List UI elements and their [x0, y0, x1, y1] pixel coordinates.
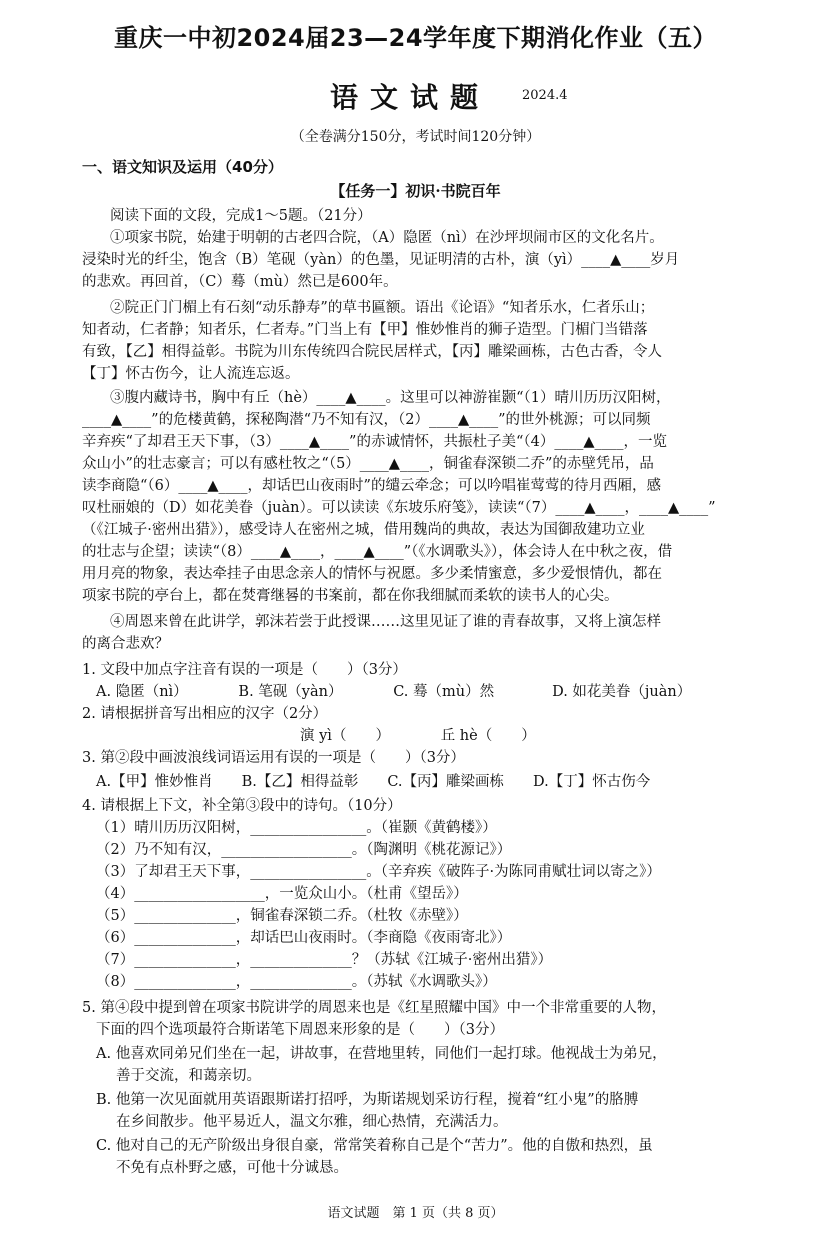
exam-subject: 语文试题 — [330, 81, 491, 114]
passage-line: 众山小”的壮志豪言；可以有感杜牧之“（5）____▲____，铜雀春深锁二乔”的赤壁凭吊，品 — [82, 456, 654, 472]
passage-line: ③腹内藏诗书，胸中有丘（hè）____▲____。这里可以神游崔颢“（1）晴川历历汉阳树， — [110, 390, 671, 406]
section-heading: 一、语文知识及运用（40分） — [82, 158, 283, 176]
question-2: 2. 请根据拼音写出相应的汉字（2分） — [82, 706, 328, 722]
question-4-item: （8）______________，______________。（苏轼《水调歌头》） — [96, 974, 497, 990]
instruction: 阅读下面的文段，完成1～5题。（21分） — [110, 208, 372, 224]
passage-line: 项家书院的亭台上，都在焚膏继晷的书案前，都在你我细腻而柔软的读书人的心尖。 — [82, 588, 619, 604]
question-4-item: （2）乃不知有汉，__________________。（陶渊明《桃花源记》） — [96, 842, 512, 858]
passage-line: 【丁】怀古伤今，让人流连忘返。 — [82, 366, 300, 382]
passage-line: 的悲欢。再回首，（C）蓦（mù）然已是600年。 — [82, 274, 398, 290]
question-3: 3. 第②段中画波浪线词语运用有误的一项是（ ）（3分） — [82, 750, 465, 766]
passage-line: 用月亮的物象，表达牵挂子由思念亲人的情怀与祝愿。多少柔情蜜意，多少爱恨情仇，都在 — [82, 566, 662, 582]
question-4-item: （4）__________________，一览众山小。（杜甫《望岳》） — [96, 886, 468, 902]
question-5-option: A. 他喜欢同弟兄们坐在一起，讲故事，在营地里转，同他们一起打球。他视战士为弟兄， — [96, 1046, 667, 1062]
exam-title: 重庆一中初2024届23—24学年度下期消化作业（五） — [113, 24, 718, 52]
passage-line: 的离合悲欢？ — [82, 636, 169, 652]
passage-line: 浸染时光的纤尘，饱含（B）笔砚（yàn）的色墨，见证明清的古朴，演（yì）____▲____岁月 — [82, 252, 680, 268]
question-4-item: （3）了却君王天下事，________________。（辛弃疾《破阵子·为陈同甫赋壮词以寄之》） — [96, 864, 661, 880]
question-5-option: 善于交流，和蔼亲切。 — [116, 1068, 261, 1084]
question-4-item: （7）______________，______________？（苏轼《江城子·密州出猎》） — [96, 952, 553, 968]
passage-line: 读李商隐“（6）____▲____，却话巴山夜雨时”的缱云牵念；可以吟唱崔莺莺的待月西厢，感 — [82, 478, 661, 494]
question-4-item: （5）______________，铜雀春深锁二乔。（杜牧《赤壁》） — [96, 908, 468, 924]
passage-line: ④周恩来曾在此讲学，郭沫若尝于此授课……这里见证了谁的青春故事，又将上演怎样 — [110, 614, 661, 630]
passage-line: ____▲____”的危楼黄鹤，探秘陶潜“乃不知有汉，（2）____▲____”的世外桃源；可以同频 — [82, 412, 651, 428]
question-1-options: A. 隐匿（nì） B. 笔砚（yàn） C. 蓦（mù）然 D. 如花美眷（juàn） — [96, 684, 692, 700]
passage-line: ②院正门门楣上有石刻“动乐静寿”的草书匾额。语出《论语》“知者乐水，仁者乐山； — [110, 300, 655, 316]
passage-line: 叹杜丽娘的（D）如花美眷（juàn）。可以读读《东坡乐府笺》，读读“（7）____▲____，____▲____” — [82, 500, 716, 516]
question-4-item: （6）______________，却话巴山夜雨时。（李商隐《夜雨寄北》） — [96, 930, 512, 946]
passage-line: 有致，【乙】相得益彰。书院为川东传统四合院民居样式，【丙】雕梁画栋，古色古香，令人 — [82, 344, 662, 360]
page-footer: 语文试题 第 1 页（共 8 页） — [327, 1206, 504, 1221]
passage-line: 知者动，仁者静；知者乐，仁者寿。”门当上有【甲】惟妙惟肖的狮子造型。门楣门当错落 — [82, 322, 648, 338]
question-5: 下面的四个选项最符合斯诺笔下周恩来形象的是（ ）（3分） — [96, 1022, 504, 1038]
question-5-option: B. 他第一次见面就用英语跟斯诺打招呼，为斯诺规划采访行程，搅着“红小鬼”的胳膊 — [96, 1092, 639, 1108]
question-5-option: 在乡间散步。他平易近人，温文尔雅，细心热情，充满活力。 — [116, 1114, 508, 1130]
question-1: 1. 文段中加点字注音有误的一项是（ ）（3分） — [82, 662, 407, 678]
question-2-blanks: 演 yì（ ） 丘 hè（ ） — [300, 728, 536, 744]
question-4-item: （1）晴川历历汉阳树，________________。（崔颢《黄鹤楼》） — [96, 820, 497, 836]
task-heading: 【任务一】初识·书院百年 — [330, 182, 501, 200]
question-5-option: 不免有点朴野之感，可他十分诚恳。 — [116, 1160, 348, 1176]
passage-line: （《江城子·密州出猎》），感受诗人在密州之城，借用魏尚的典故，表达为国御敌建功立业 — [82, 522, 645, 538]
passage-line: ①项家书院，始建于明朝的古老四合院，（A）隐匿（nì）在沙坪坝闹市区的文化名片。 — [110, 230, 664, 246]
exam-note: （全卷满分150分，考试时间120分钟） — [290, 129, 541, 145]
exam-date: 2024.4 — [522, 88, 568, 103]
question-5: 5. 第④段中提到曾在项家书院讲学的周恩来也是《红星照耀中国》中一个非常重要的人物， — [82, 1000, 666, 1016]
question-4: 4. 请根据上下文，补全第③段中的诗句。（10分） — [82, 798, 402, 814]
passage-line: 的壮志与企望；读读“（8）____▲____，____▲____”（《水调歌头》），体会诗人在中秋之夜，借 — [82, 544, 673, 560]
question-5-option: C. 他对自己的无产阶级出身很自豪，常常笑着称自己是个“苦力”。他的自傲和热烈，虽 — [96, 1138, 653, 1154]
passage-line: 辛弃疾“了却君王天下事，（3）____▲____”的赤诚情怀，共振杜子美“（4）____▲____，一览 — [82, 434, 667, 450]
question-3-options: A.【甲】惟妙惟肖 B.【乙】相得益彰 C.【丙】雕梁画栋 D.【丁】怀古伤今 — [96, 774, 651, 790]
